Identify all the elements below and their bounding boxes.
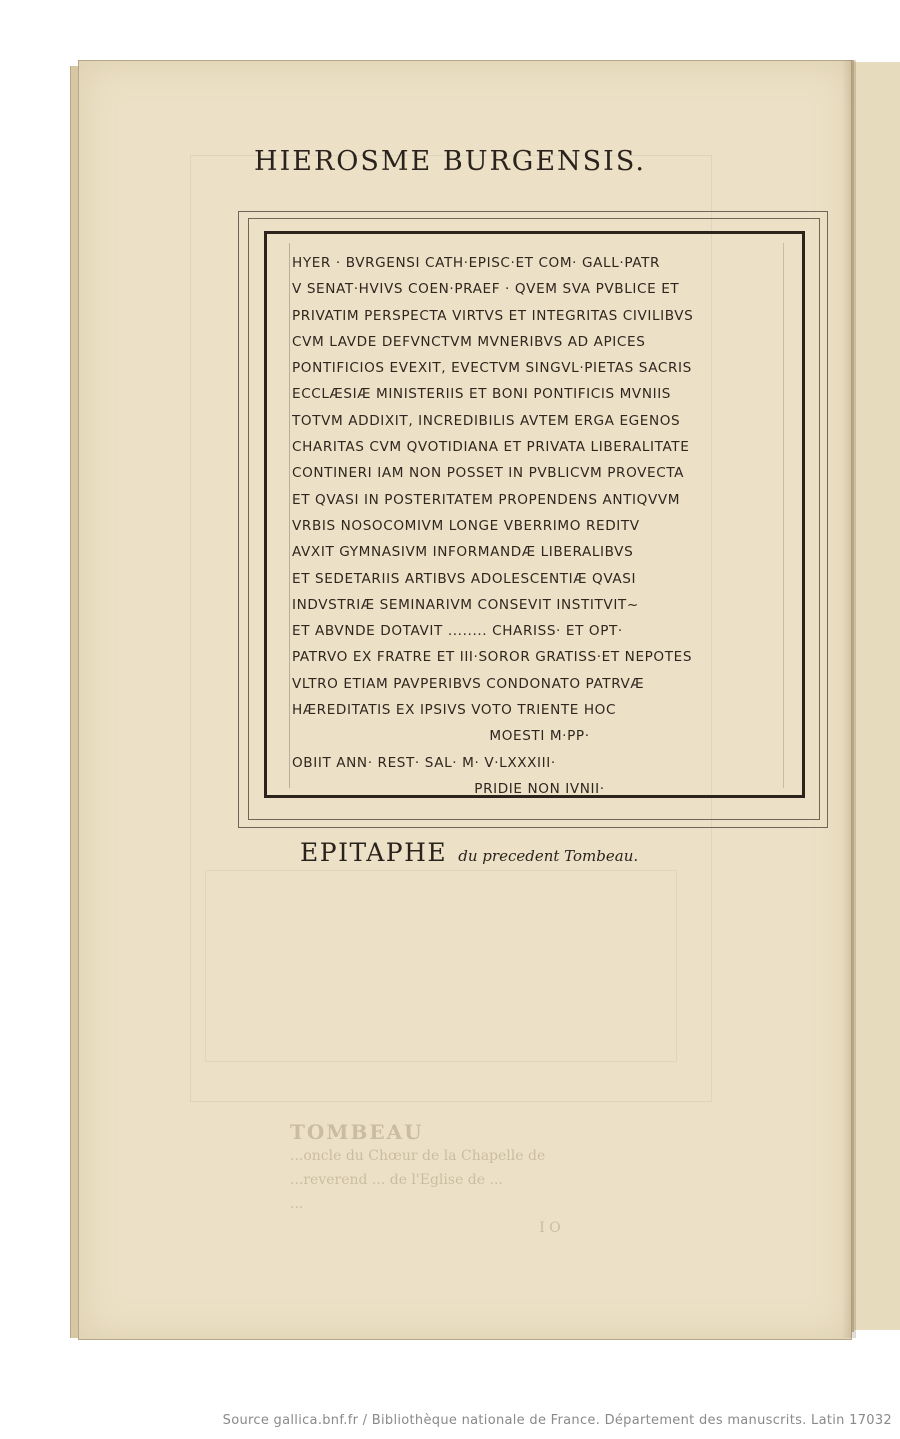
inscription-line: VLTRO ETIAM PAVPERIBVS CONDONATO PATRVÆ bbox=[292, 675, 645, 692]
inscription-line: PRIDIE NON IVNII· bbox=[474, 780, 605, 797]
epitaph-caption bbox=[300, 838, 638, 867]
inscription-line: CHARITAS CVM QVOTIDIANA ET PRIVATA LIBERALITATE bbox=[292, 439, 690, 456]
inscription-line: TOTVM ADDIXIT, INCREDIBILIS AVTEM ERGA EGENOS bbox=[292, 412, 681, 429]
inscription-line: HYER · BVRGENSI CATH·EPISC·ET COM· GALL·PATR bbox=[292, 255, 661, 271]
bleed-through-tomb-outline bbox=[205, 870, 677, 1062]
facing-page bbox=[850, 62, 900, 1330]
inscription-line: VRBIS NOSOCOMIVM LONGE VBERRIMO REDITV bbox=[292, 517, 640, 534]
inscription-line: HÆREDITATIS EX IPSIVS VOTO TRIENTE HOC bbox=[292, 702, 617, 719]
inscription-line: CVM LAVDE DEFVNCTVM MVNERIBVS AD APICES bbox=[292, 333, 646, 350]
inscription-line: ET SEDETARIIS ARTIBVS ADOLESCENTIÆ QVASI bbox=[292, 570, 637, 587]
inscription-line: ET QVASI IN POSTERITATEM PROPENDENS ANTIQVVM bbox=[292, 491, 681, 508]
binding-shadow bbox=[842, 60, 856, 1338]
inscription-line: CONTINERI IAM NON POSSET IN PVBLICVM PROVECTA bbox=[292, 465, 685, 482]
inscription-line: V SENAT·HVIVS COEN·PRAEF · QVEM SVA PVBLICE ET bbox=[292, 281, 680, 298]
inscription-line: PRIVATIM PERSPECTA VIRTVS ET INTEGRITAS CIVILIBVS bbox=[292, 307, 694, 324]
bleed-through-line: ...reverend ... de l'Eglise de ... bbox=[290, 1172, 503, 1188]
caption-title: EPITAPHE bbox=[300, 838, 448, 867]
bleed-through-heading: TOMBEAU bbox=[290, 1120, 424, 1144]
inscription-line: INDVSTRIÆ SEMINARIVM CONSEVIT INSTITVIT~ bbox=[292, 596, 639, 613]
epitaph-inscription bbox=[292, 250, 787, 802]
bleed-through-line: I O bbox=[539, 1220, 561, 1236]
inscription-line: ET ABVNDE DOTAVIT ........ CHARISS· ET OPT· bbox=[292, 623, 623, 640]
ruling-line-left bbox=[289, 243, 290, 788]
inscription-line: PONTIFICIOS EVEXIT, EVECTVM SINGVL·PIETAS SACRIS bbox=[292, 360, 692, 377]
bleed-through-line: ...oncle du Chœur de la Chapelle de bbox=[290, 1148, 546, 1164]
bleed-through-line: ... bbox=[290, 1196, 304, 1212]
inscription-line: PATRVO EX FRATRE ET III·SOROR GRATISS·ET NEPOTES bbox=[292, 649, 693, 666]
page-title: HIEROSME BURGENSIS. bbox=[254, 146, 646, 177]
inscription-line: MOESTI M·PP· bbox=[489, 728, 590, 745]
inscription-line: ECCLÆSIÆ MINISTERIIS ET BONI PONTIFICIS MVNIIS bbox=[292, 386, 672, 403]
caption-subtitle: du precedent Tombeau. bbox=[458, 847, 639, 865]
source-attribution: Source gallica.bnf.fr / Bibliothèque nationale de France. Département des manuscrits. Latin 17032 bbox=[222, 1413, 892, 1428]
bleed-through-text bbox=[290, 1120, 810, 1240]
inscription-line: AVXIT GYMNASIVM INFORMANDÆ LIBERALIBVS bbox=[292, 544, 634, 561]
inscription-line: OBIIT ANN· REST· SAL· M· V·LXXXIII· bbox=[292, 754, 556, 771]
